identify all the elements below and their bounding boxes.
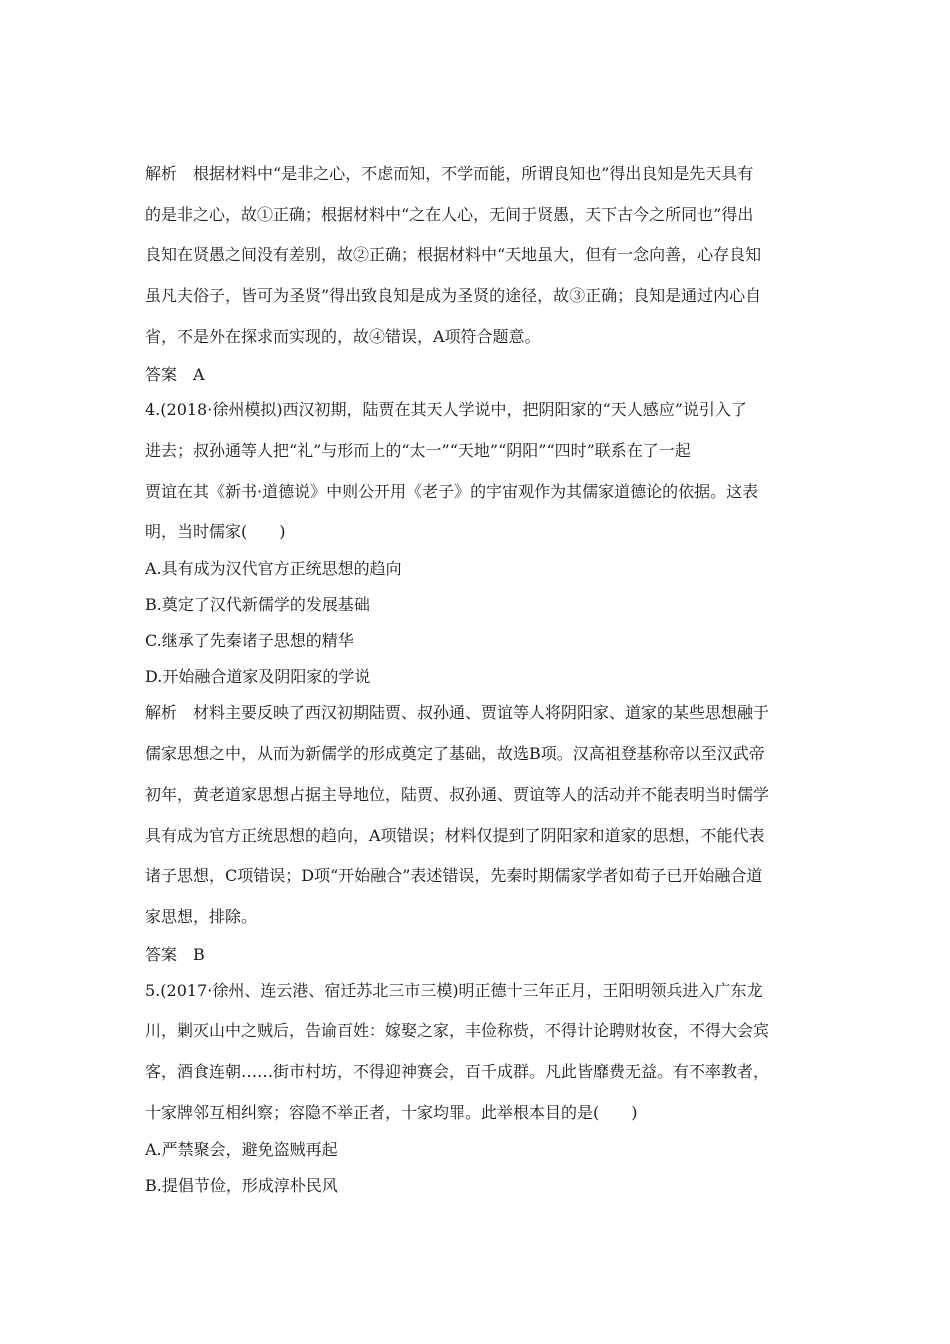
q3-analysis-label: 解析 — [145, 164, 178, 183]
q4-answer-line — [145, 945, 810, 965]
q3-analysis-line-1 — [145, 164, 810, 184]
q5-option-b: B.提倡节俭，形成淳朴民风 — [145, 1176, 338, 1195]
q4-stem-line-4: 明，当时儒家( ) — [145, 522, 286, 541]
q4-analysis-label: 解析 — [145, 703, 178, 722]
q5-stem-line-2: 川，剿灭山中之贼后，告谕百姓：嫁娶之家，丰俭称赀，不得计论聘财妆奁，不得大会宾 — [145, 1021, 770, 1040]
q3-analysis-text: 根据材料中“是非之心，不虑而知，不学而能，所谓良知也”得出良知是先天具有 — [193, 164, 754, 183]
q3-analysis-line-2: 的是非之心，故①正确；根据材料中“之在人心，无间于贤愚，天下古今之所同也”得出 — [145, 205, 754, 224]
q4-option-c: C.继承了先秦诸子思想的精华 — [145, 631, 354, 650]
q4-stem-line-1: 4.(2018·徐州模拟)西汉初期，陆贾在其天人学说中，把阴阳家的“天人感应”说引入了 — [145, 400, 747, 419]
q4-analysis-text: 材料主要反映了西汉初期陆贾、叔孙通、贾谊等人将阴阳家、道家的某些思想融于 — [193, 703, 770, 722]
q4-answer-value: B — [193, 945, 205, 964]
q4-analysis-line-3: 初年，黄老道家思想占据主导地位，陆贾、叔孙通、贾谊等人的活动并不能表明当时儒学 — [145, 785, 770, 804]
q5-stem-line-4: 十家牌邻互相纠察；容隐不举正者，十家均罪。此举根本目的是( ) — [145, 1103, 638, 1122]
q4-analysis-line-6: 家思想，排除。 — [145, 907, 258, 926]
q4-option-d: D.开始融合道家及阴阳家的学说 — [145, 667, 371, 686]
q3-analysis-line-5: 省，不是外在探求而实现的，故④错误，A项符合题意。 — [145, 327, 541, 346]
q4-option-a: A.具有成为汉代官方正统思想的趋向 — [145, 559, 402, 578]
q4-analysis-line-2: 儒家思想之中，从而为新儒学的形成奠定了基础，故选B项。汉高祖登基称帝以至汉武帝 — [145, 744, 765, 763]
q4-analysis-line-1 — [145, 703, 810, 723]
q4-option-b: B.奠定了汉代新儒学的发展基础 — [145, 595, 370, 614]
q4-stem-line-2: 进去；叔孙通等人把“礼”与形而上的“太一”“天地”“阴阳”“四时”联系在了一起 — [145, 441, 691, 460]
q3-analysis-line-3: 良知在贤愚之间没有差别，故②正确；根据材料中“天地虽大，但有一念向善，心存良知 — [145, 245, 762, 264]
q3-analysis-line-4: 虽凡夫俗子，皆可为圣贤”得出致良知是成为圣贤的途径，故③正确；良知是通过内心自 — [145, 286, 762, 305]
q4-analysis-line-5: 诸子思想，C项错误；D项“开始融合”表述错误，先秦时期儒家学者如荀子已开始融合道 — [145, 866, 763, 885]
q3-answer-line — [145, 365, 810, 385]
q3-answer-label: 答案 — [145, 365, 178, 384]
q5-stem-line-3: 客，酒食连朝……街市村坊，不得迎神赛会，百千成群。凡此皆靡费无益。有不率教者， — [145, 1062, 770, 1081]
q4-answer-label: 答案 — [145, 945, 178, 964]
q3-answer-value: A — [193, 365, 205, 384]
q5-stem-line-1: 5.(2017·徐州、连云港、宿迁苏北三市三模)明正德十三年正月，王阳明领兵进入广东龙 — [145, 981, 763, 1000]
q4-analysis-line-4: 具有成为官方正统思想的趋向，A项错误；材料仅提到了阴阳家和道家的思想，不能代表 — [145, 826, 765, 845]
q5-option-a: A.严禁聚会，避免盗贼再起 — [145, 1140, 338, 1159]
q4-stem-line-3: 贾谊在其《新书·道德说》中则公开用《老子》的宇宙观作为其儒家道德论的依据。这表 — [145, 482, 759, 501]
